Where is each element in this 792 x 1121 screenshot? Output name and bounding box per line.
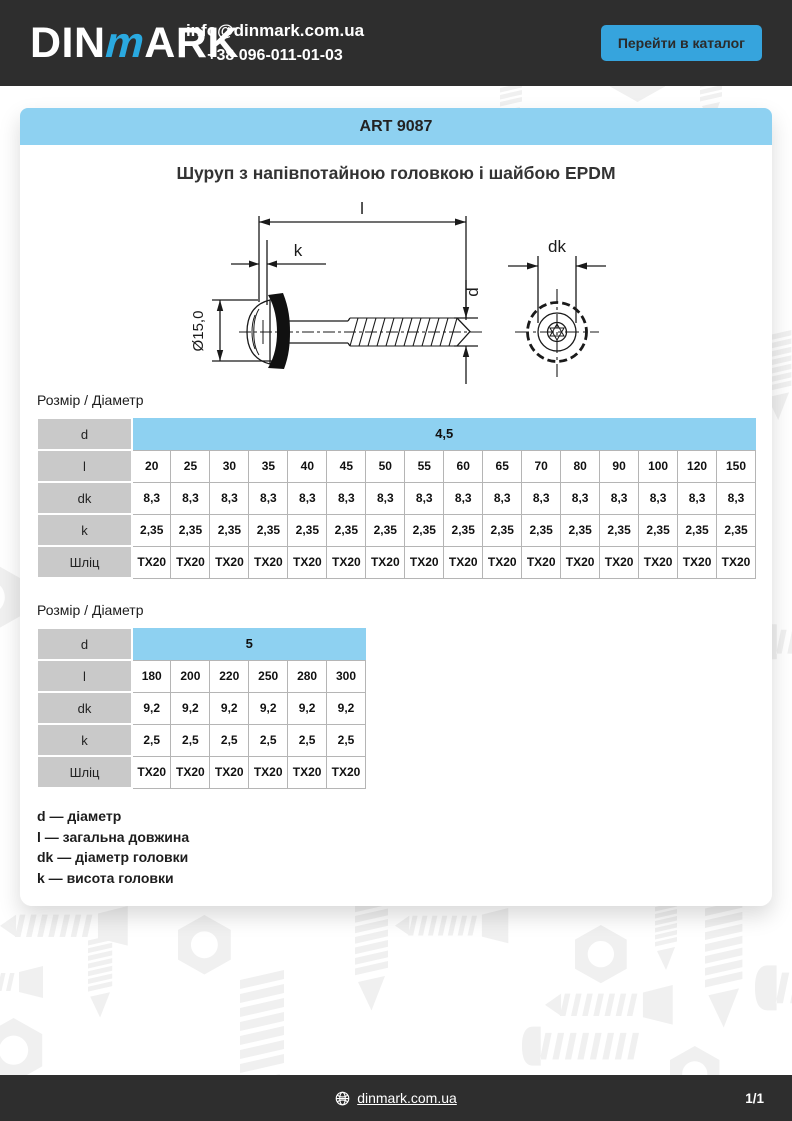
spec-table-1 (36, 417, 756, 579)
value-cell: TX20 (249, 546, 288, 578)
value-cell: 60 (444, 450, 483, 482)
d-value-cell: 5 (132, 628, 366, 660)
value-cell: 8,3 (483, 482, 522, 514)
header-contact (110, 19, 440, 67)
value-cell: TX20 (327, 546, 366, 578)
size-section-label-2: Розмір / Діаметр (37, 602, 144, 618)
table-row (37, 660, 366, 692)
value-cell: 250 (249, 660, 288, 692)
value-cell: 2,5 (171, 724, 210, 756)
value-cell: 2,5 (132, 724, 171, 756)
value-cell: 2,35 (288, 514, 327, 546)
footer-site-link[interactable] (335, 1090, 457, 1106)
value-cell: 280 (288, 660, 327, 692)
value-cell: 8,3 (327, 482, 366, 514)
row-header-d: d (37, 628, 132, 660)
value-cell: 8,3 (561, 482, 600, 514)
value-cell: TX20 (132, 546, 171, 578)
legend-item: l — загальна довжина (37, 828, 190, 845)
value-cell: 2,35 (405, 514, 444, 546)
phone-text: +38 096-011-01-03 (207, 46, 343, 64)
footer-site-text: dinmark.com.ua (357, 1090, 457, 1106)
value-cell: 8,3 (288, 482, 327, 514)
value-cell: TX20 (171, 546, 210, 578)
legend-item: d — діаметр (37, 808, 122, 824)
row-header: k (37, 514, 132, 546)
value-cell: 2,35 (132, 514, 171, 546)
value-cell: 2,5 (327, 724, 366, 756)
value-cell: 9,2 (210, 692, 249, 724)
value-cell: 8,3 (522, 482, 561, 514)
table-row-d (37, 628, 366, 660)
value-cell: TX20 (639, 546, 678, 578)
value-cell: 2,35 (600, 514, 639, 546)
row-header: l (37, 450, 132, 482)
value-cell: 200 (171, 660, 210, 692)
value-cell: TX20 (600, 546, 639, 578)
value-cell: TX20 (210, 546, 249, 578)
value-cell: 2,35 (522, 514, 561, 546)
value-cell: 8,3 (600, 482, 639, 514)
value-cell: 8,3 (249, 482, 288, 514)
globe-icon (335, 1091, 350, 1106)
email-text: info@dinmark.com.ua (185, 21, 365, 41)
value-cell: 9,2 (132, 692, 171, 724)
table-row (37, 482, 756, 514)
value-cell: TX20 (678, 546, 717, 578)
value-cell: 2,35 (210, 514, 249, 546)
table-row (37, 514, 756, 546)
value-cell: 220 (210, 660, 249, 692)
product-card (20, 145, 772, 906)
value-cell: 2,35 (639, 514, 678, 546)
logo-part-din: DIN (30, 18, 106, 67)
value-cell: 8,3 (639, 482, 678, 514)
value-cell: 8,3 (678, 482, 717, 514)
value-cell: 2,35 (327, 514, 366, 546)
value-cell: 8,3 (366, 482, 405, 514)
value-cell: 9,2 (327, 692, 366, 724)
value-cell: 65 (483, 450, 522, 482)
product-title: Шуруп з напівпотайною головкою і шайбою EPDM (176, 163, 616, 183)
value-cell: 300 (327, 660, 366, 692)
d-value-cell: 4,5 (132, 418, 756, 450)
technical-drawing (146, 186, 646, 388)
value-cell: TX20 (327, 756, 366, 788)
epdm-washer (268, 293, 290, 369)
size-section-label-1: Розмір / Діаметр (37, 392, 144, 408)
dimension-arrowheads (217, 219, 587, 362)
value-cell: 70 (522, 450, 561, 482)
row-header-d: d (37, 418, 132, 450)
table-row (37, 724, 366, 756)
value-cell: 100 (639, 450, 678, 482)
value-cell: 2,35 (249, 514, 288, 546)
value-cell: 2,35 (444, 514, 483, 546)
value-cell: 9,2 (249, 692, 288, 724)
value-cell: TX20 (210, 756, 249, 788)
value-cell: TX20 (444, 546, 483, 578)
value-cell: 2,35 (678, 514, 717, 546)
value-cell: 45 (327, 450, 366, 482)
legend-item: k — висота головки (37, 869, 174, 886)
catalog-button[interactable]: Перейти в каталог (601, 25, 762, 61)
header-bar (0, 0, 792, 86)
value-cell: 2,35 (483, 514, 522, 546)
technical-drawing-wrap (36, 186, 756, 388)
spec-table-2 (36, 627, 366, 789)
table-row (37, 546, 756, 578)
logo-part-ark: ARK (144, 18, 239, 67)
legend-item: dk — діаметр головки (37, 849, 189, 865)
value-cell: 9,2 (288, 692, 327, 724)
value-cell: 25 (171, 450, 210, 482)
value-cell: 35 (249, 450, 288, 482)
table-row-d (37, 418, 756, 450)
value-cell: 180 (132, 660, 171, 692)
row-header: Шліц (37, 756, 132, 788)
value-cell: 30 (210, 450, 249, 482)
value-cell: 8,3 (171, 482, 210, 514)
value-cell: 2,35 (561, 514, 600, 546)
dim-label-washer-diameter: Ø15,0 (190, 310, 207, 352)
row-header: Шліц (37, 546, 132, 578)
value-cell: TX20 (132, 756, 171, 788)
table-row (37, 450, 756, 482)
dim-label-k: k (293, 241, 303, 260)
value-cell: 120 (678, 450, 717, 482)
value-cell: 90 (600, 450, 639, 482)
page-indicator: 1/1 (745, 1090, 764, 1106)
art-number-banner: ART 9087 (20, 108, 772, 145)
value-cell: 8,3 (405, 482, 444, 514)
row-header: k (37, 724, 132, 756)
value-cell: TX20 (249, 756, 288, 788)
value-cell: TX20 (561, 546, 600, 578)
value-cell: 40 (288, 450, 327, 482)
value-cell: 20 (132, 450, 171, 482)
value-cell: TX20 (288, 756, 327, 788)
table-row (37, 756, 366, 788)
value-cell: TX20 (717, 546, 756, 578)
dim-label-l: l (360, 199, 364, 218)
value-cell: TX20 (405, 546, 444, 578)
value-cell: 150 (717, 450, 756, 482)
row-header: dk (37, 482, 132, 514)
logo-m-glyph: m (99, 18, 151, 67)
value-cell: TX20 (366, 546, 405, 578)
table-row (37, 692, 366, 724)
value-cell: 8,3 (717, 482, 756, 514)
value-cell: TX20 (522, 546, 561, 578)
value-cell: 2,35 (717, 514, 756, 546)
value-cell: TX20 (288, 546, 327, 578)
value-cell: TX20 (483, 546, 522, 578)
dim-label-d: d (463, 287, 482, 297)
footer-bar (0, 1075, 792, 1121)
value-cell: 2,5 (288, 724, 327, 756)
value-cell: 55 (405, 450, 444, 482)
value-cell: 80 (561, 450, 600, 482)
value-cell: 8,3 (210, 482, 249, 514)
value-cell: 2,35 (171, 514, 210, 546)
value-cell: 8,3 (132, 482, 171, 514)
value-cell: 9,2 (171, 692, 210, 724)
value-cell: TX20 (171, 756, 210, 788)
value-cell: 2,5 (210, 724, 249, 756)
value-cell: 50 (366, 450, 405, 482)
row-header: dk (37, 692, 132, 724)
value-cell: 2,35 (366, 514, 405, 546)
dim-label-dk: dk (548, 237, 566, 256)
product-sheet (20, 108, 772, 906)
row-header: l (37, 660, 132, 692)
legend (37, 806, 756, 888)
value-cell: 8,3 (444, 482, 483, 514)
value-cell: 2,5 (249, 724, 288, 756)
